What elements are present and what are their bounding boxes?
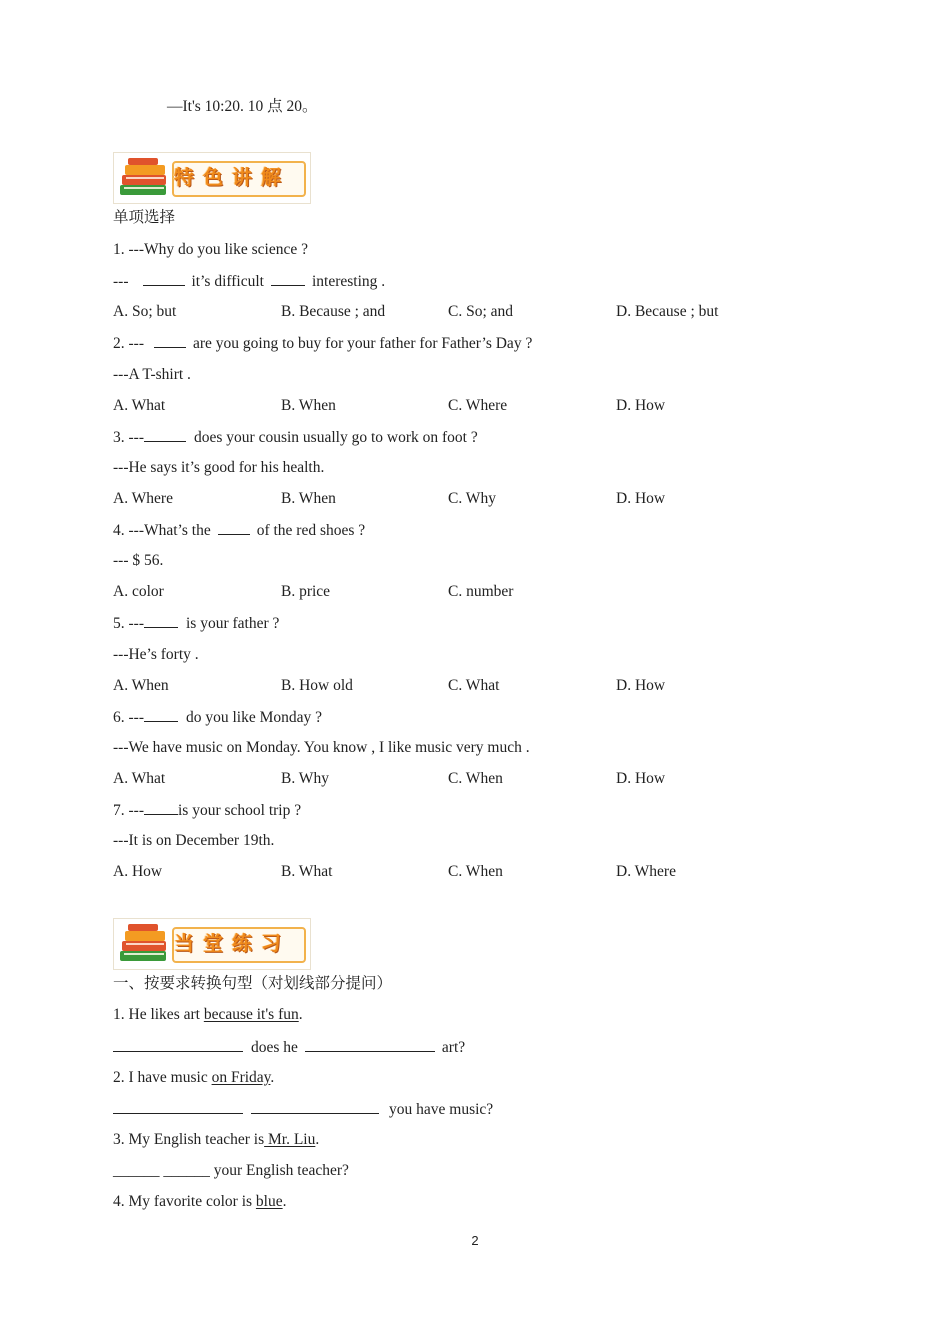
option-c[interactable]: C. What xyxy=(448,677,500,694)
p3-pre: 3. My English teacher is xyxy=(113,1131,265,1148)
option-d[interactable]: D. How xyxy=(616,770,666,787)
p4-pre: 4. My favorite color is xyxy=(113,1193,256,1210)
practice-4-sentence xyxy=(113,1192,286,1212)
books-icon xyxy=(116,155,174,201)
q1-prefix: --- xyxy=(113,273,129,290)
option-a[interactable]: A. How xyxy=(113,863,163,880)
practice-1-answer xyxy=(113,1037,465,1058)
question-6-options xyxy=(113,769,813,789)
q6-end: do you like Monday ? xyxy=(186,709,323,726)
practice-3-sentence xyxy=(113,1130,319,1150)
option-a[interactable]: A. color xyxy=(113,583,164,600)
q5-prefix: 5. --- xyxy=(113,615,144,632)
practice-1-sentence xyxy=(113,1005,303,1025)
option-a[interactable]: A. Where xyxy=(113,490,173,507)
p1-underlined: because it's fun xyxy=(203,1006,299,1023)
answer-blank[interactable] xyxy=(144,427,186,442)
page-number: 2 xyxy=(471,1233,479,1248)
question-6-answer: ---We have music on Monday. You know , I like music very much . xyxy=(113,739,530,756)
question-7-options xyxy=(113,862,813,882)
question-2-answer: ---A T-shirt . xyxy=(113,366,191,383)
featured-banner xyxy=(113,152,311,204)
question-4-answer: --- $ 56. xyxy=(113,552,164,569)
option-a[interactable]: A. So; but xyxy=(113,303,177,320)
option-a[interactable]: A. What xyxy=(113,397,166,414)
answer-blank[interactable] xyxy=(251,1099,379,1114)
answer-blank[interactable] xyxy=(113,1037,243,1052)
q1-end: interesting . xyxy=(311,273,386,290)
q4-end: of the red shoes ? xyxy=(256,522,366,539)
question-5-stem xyxy=(113,613,279,634)
answer-blank[interactable] xyxy=(144,800,178,815)
p3-underlined: Mr. Liu xyxy=(264,1131,316,1148)
practice-3-answer: ______ ______ your English teacher? xyxy=(113,1162,349,1179)
books-icon xyxy=(116,921,174,967)
q6-prefix: 6. --- xyxy=(113,709,144,726)
p4-post: . xyxy=(282,1193,287,1210)
intro-line: —It's 10:20. 10 点 20。 xyxy=(167,98,318,115)
option-d[interactable]: D. How xyxy=(616,490,666,507)
banner-title: 当堂练习 xyxy=(174,931,290,955)
option-c[interactable]: C. Where xyxy=(448,397,508,414)
question-5-answer: ---He’s forty . xyxy=(113,646,199,663)
p1-mid: does he xyxy=(251,1039,298,1056)
q1-mid: it’s difficult xyxy=(191,273,264,290)
p2-pre: 2. I have music xyxy=(113,1069,212,1086)
option-c[interactable]: C. Why xyxy=(448,490,496,507)
answer-blank[interactable] xyxy=(143,271,185,286)
option-d[interactable]: D. Because ; but xyxy=(616,303,719,320)
option-b[interactable]: B. price xyxy=(281,583,331,600)
question-3-answer: ---He says it’s good for his health. xyxy=(113,459,325,476)
answer-blank[interactable] xyxy=(113,1099,243,1114)
option-b[interactable]: B. When xyxy=(281,490,336,507)
q3-end: does your cousin usually go to work on foot ? xyxy=(194,429,478,446)
p1-end: art? xyxy=(441,1039,466,1056)
question-2-stem xyxy=(113,333,532,354)
option-b[interactable]: B. How old xyxy=(281,677,353,694)
q2-prefix: 2. --- xyxy=(113,335,144,352)
option-b[interactable]: B. Why xyxy=(281,770,329,787)
option-d[interactable]: D. How xyxy=(616,397,666,414)
question-7-stem xyxy=(113,800,301,821)
answer-blank[interactable] xyxy=(144,707,178,722)
option-d[interactable]: D. Where xyxy=(616,863,676,880)
answer-blank[interactable] xyxy=(305,1037,435,1052)
q3-prefix: 3. --- xyxy=(113,429,144,446)
question-4-stem xyxy=(113,520,365,541)
answer-blank[interactable] xyxy=(218,520,250,535)
question-1-options xyxy=(113,302,813,322)
question-1-stem: 1. ---Why do you like science ? xyxy=(113,241,308,258)
option-b[interactable]: B. When xyxy=(281,397,336,414)
option-d[interactable]: D. How xyxy=(616,677,666,694)
p3-post: . xyxy=(315,1131,320,1148)
p2-underlined: on Friday xyxy=(211,1069,271,1086)
option-c[interactable]: C. So; and xyxy=(448,303,514,320)
q2-end: are you going to buy for your father for Father’s Day ? xyxy=(193,335,533,352)
section-title: 单项选择 xyxy=(113,209,176,226)
question-6-stem xyxy=(113,707,322,728)
q5-end: is your father ? xyxy=(186,615,280,632)
option-c[interactable]: C. When xyxy=(448,863,503,880)
p1-pre: 1. He likes art xyxy=(113,1006,204,1023)
practice-2-answer xyxy=(113,1099,493,1120)
answer-blank[interactable] xyxy=(144,613,178,628)
p1-post: . xyxy=(298,1006,303,1023)
option-a[interactable]: A. When xyxy=(113,677,169,694)
question-4-options xyxy=(113,582,813,602)
question-1-line2 xyxy=(113,271,385,292)
option-b[interactable]: B. Because ; and xyxy=(281,303,386,320)
practice-banner xyxy=(113,918,311,970)
question-3-options xyxy=(113,489,813,509)
option-c[interactable]: C. number xyxy=(448,583,514,600)
answer-blank[interactable] xyxy=(271,271,305,286)
option-b[interactable]: B. What xyxy=(281,863,333,880)
question-3-stem xyxy=(113,427,478,448)
option-c[interactable]: C. When xyxy=(448,770,503,787)
q7-end: is your school trip ? xyxy=(178,802,302,819)
p4-underlined: blue xyxy=(255,1193,283,1210)
question-5-options xyxy=(113,676,813,696)
p2-post: . xyxy=(270,1069,275,1086)
q7-prefix: 7. --- xyxy=(113,802,144,819)
p2-end: you have music? xyxy=(389,1101,494,1118)
question-7-answer: ---It is on December 19th. xyxy=(113,832,275,849)
practice-2-sentence xyxy=(113,1068,274,1088)
question-2-options xyxy=(113,396,813,416)
answer-blank[interactable] xyxy=(154,333,186,348)
banner-title: 特色讲解 xyxy=(174,165,290,189)
option-a[interactable]: A. What xyxy=(113,770,166,787)
section-2-title: 一、按要求转换句型（对划线部分提问） xyxy=(113,975,393,992)
q4-prefix: 4. ---What’s the xyxy=(113,522,211,539)
